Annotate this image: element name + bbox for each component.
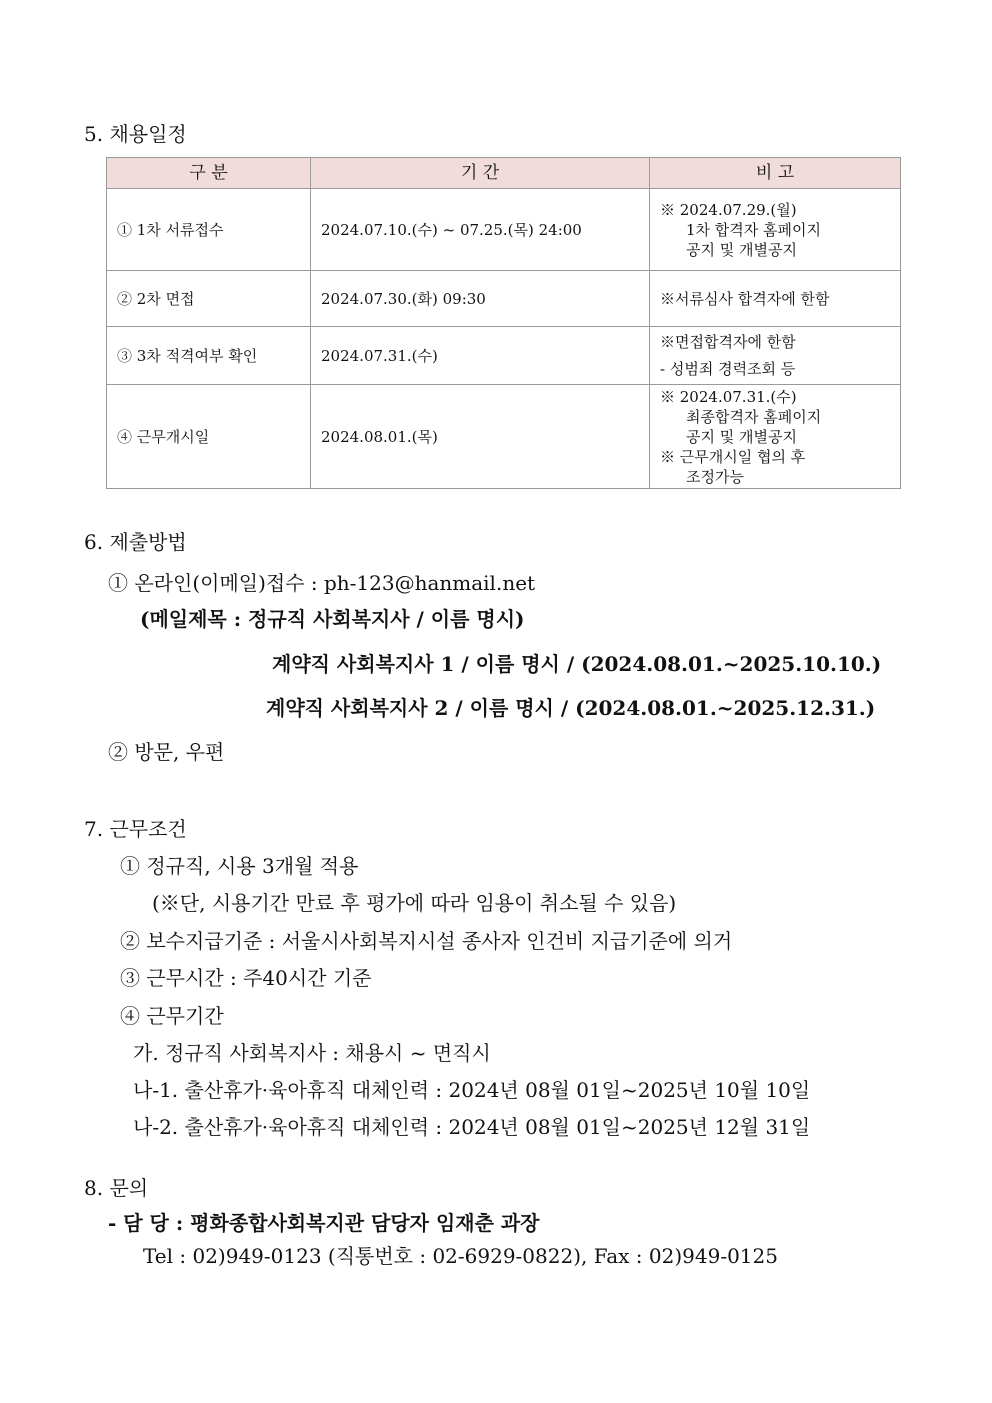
note-line: ※ 근무개시일 협의 후 (660, 447, 806, 466)
contact-phone: Tel : 02)949-0123 (직통번호 : 02-6929-0822), Fax : 02)949-0125 (143, 1244, 778, 1268)
note-line: 공지 및 개별공지 (686, 427, 797, 446)
row-stage: ④ 근무개시일 (107, 385, 311, 489)
section-8-title: 8. 문의 (84, 1176, 149, 1200)
schedule-table (106, 157, 901, 489)
row-period: 2024.08.01.(목) (311, 385, 650, 489)
row-stage: ③ 3차 적격여부 확인 (107, 327, 311, 385)
row-stage: ② 2차 면접 (107, 271, 311, 327)
mail-subject-contract-1: 계약직 사회복지사 1 / 이름 명시 / (2024.08.01.~2025.10.10.) (272, 652, 882, 676)
table-header-row (107, 158, 901, 189)
table-row (107, 189, 901, 271)
condition-item-1-note: (※단, 시용기간 만료 후 평가에 따라 임용이 취소될 수 있음) (152, 891, 677, 915)
header-period: 기 간 (311, 158, 650, 189)
table-row (107, 271, 901, 327)
note-line: ※ 2024.07.29.(월) (660, 200, 797, 219)
row-notes (650, 327, 901, 385)
row-stage: ① 1차 서류접수 (107, 189, 311, 271)
note-line: 조정가능 (686, 467, 744, 486)
visit-submission: ② 방문, 우편 (108, 740, 225, 764)
row-period: 2024.07.10.(수) ~ 07.25.(목) 24:00 (311, 189, 650, 271)
condition-item-4: ④ 근무기간 (120, 1004, 224, 1028)
row-period: 2024.07.31.(수) (311, 327, 650, 385)
contact-person: - 담 당 : 평화종합사회복지관 담당자 임재춘 과장 (108, 1211, 540, 1235)
row-notes (650, 385, 901, 489)
header-category: 구 분 (107, 158, 311, 189)
work-period-regular: 가. 정규직 사회복지사 : 채용시 ~ 면직시 (133, 1041, 491, 1065)
note-line: 공지 및 개별공지 (686, 240, 797, 259)
row-period: 2024.07.30.(화) 09:30 (311, 271, 650, 327)
mail-subject-regular: (메일제목 : 정규직 사회복지사 / 이름 명시) (140, 607, 525, 631)
online-submission: ① 온라인(이메일)접수 : ph-123@hanmail.net (108, 571, 536, 595)
table-row (107, 385, 901, 489)
section-5-title: 5. 채용일정 (84, 122, 187, 146)
row-notes (650, 189, 901, 271)
row-notes (650, 271, 901, 327)
condition-item-1: ① 정규직, 시용 3개월 적용 (120, 854, 359, 878)
section-6-title: 6. 제출방법 (84, 530, 187, 554)
header-remarks: 비 고 (650, 158, 901, 189)
mail-subject-contract-2: 계약직 사회복지사 2 / 이름 명시 / (2024.08.01.~2025.12.31.) (266, 696, 876, 720)
note-line: ※서류심사 합격자에 한함 (660, 289, 830, 308)
condition-item-3: ③ 근무시간 : 주40시간 기준 (120, 966, 372, 990)
table-row (107, 327, 901, 385)
note-line: 최종합격자 홈페이지 (686, 407, 822, 426)
note-line: - 성범죄 경력조회 등 (660, 359, 796, 378)
note-line: ※ 2024.07.31.(수) (660, 387, 797, 406)
condition-item-2: ② 보수지급기준 : 서울시사회복지시설 종사자 인건비 지급기준에 의거 (120, 929, 733, 953)
work-period-contract-1: 나-1. 출산휴가·육아휴직 대체인력 : 2024년 08월 01일~2025년 10월 10일 (133, 1078, 811, 1102)
note-line: ※면접합격자에 한함 (660, 332, 796, 351)
section-7-title: 7. 근무조건 (84, 817, 187, 841)
note-line: 1차 합격자 홈페이지 (686, 220, 822, 239)
work-period-contract-2: 나-2. 출산휴가·육아휴직 대체인력 : 2024년 08월 01일~2025년 12월 31일 (133, 1115, 811, 1139)
